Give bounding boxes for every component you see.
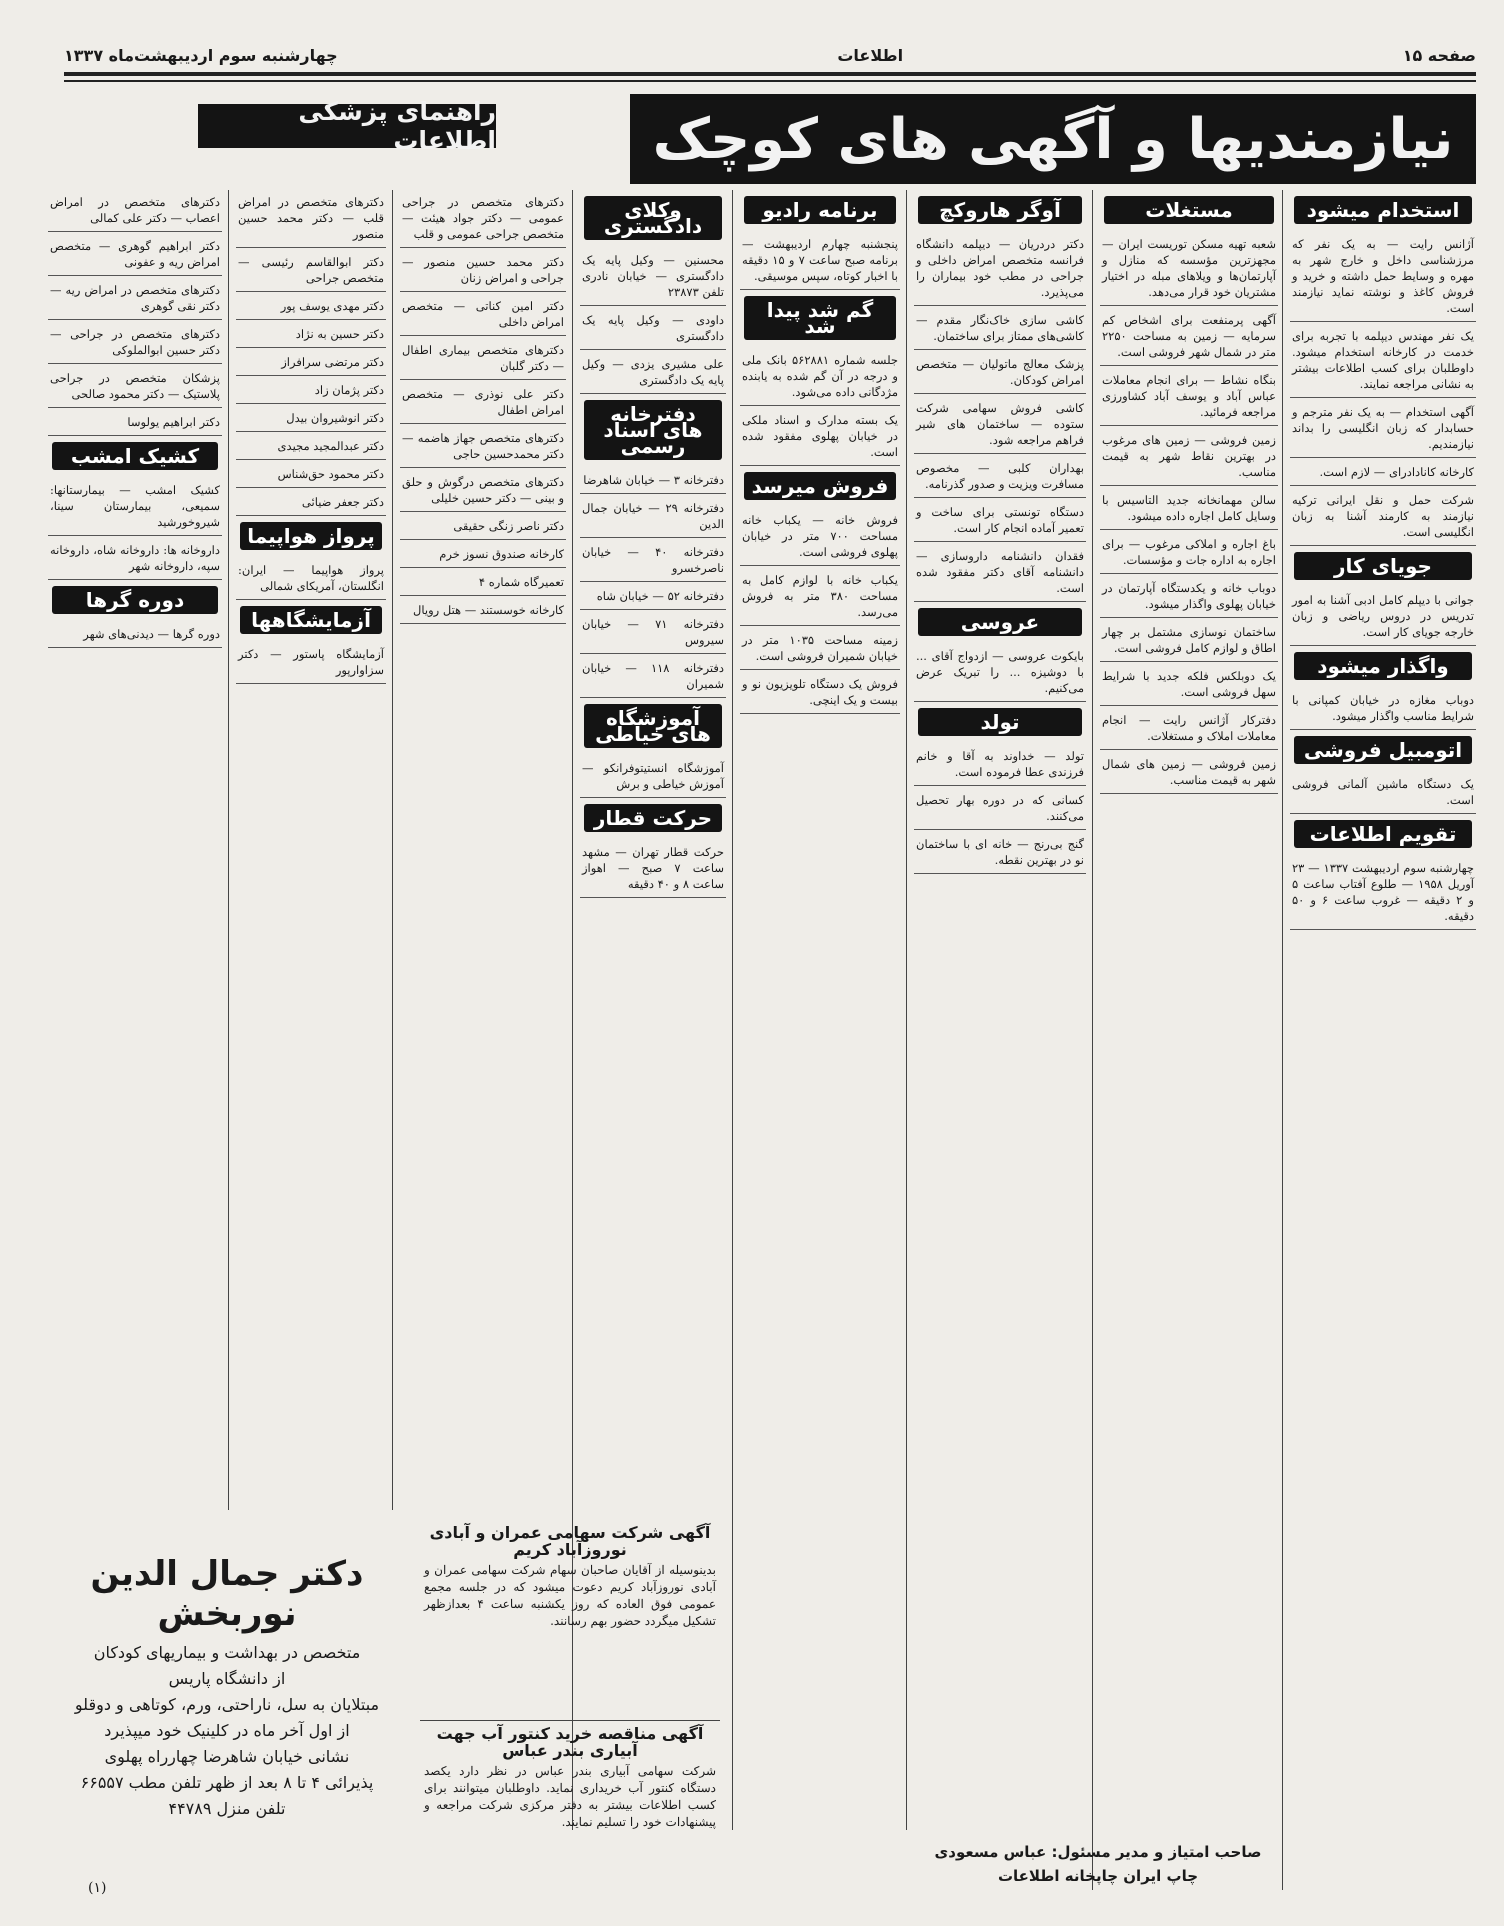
ad-item: دفترکار آژانس رایت — انجام معاملات املاک و مستغلات. (1100, 708, 1278, 750)
ad-item: دکتر علی نوذری — متخصص امراض اطفال (400, 382, 566, 424)
column-divider (906, 190, 907, 1830)
doctor-name: دکتر جمال الدین نوربخش (90, 1554, 364, 1634)
column-1 (1290, 190, 1476, 1890)
ad-item: دکتر پژمان زاد (236, 378, 386, 404)
ad-item: جلسه شماره ۵۶۲۸۸۱ بانک ملی و درجه در آن گم شده به یابنده مژدگانی داده می‌شود. (740, 348, 900, 406)
ad-item: باغ اجاره و املاکی مرغوب — برای اجاره به اداره جات و مؤسسات. (1100, 532, 1278, 574)
section-heading: وکلای دادگستری (584, 196, 722, 240)
section-heading: دفترخانه های اسناد رسمی (584, 400, 722, 460)
column-3 (914, 190, 1086, 1830)
column-8 (48, 190, 222, 1510)
ad-item: آگهی پرمنفعت برای اشخاص کم سرمایه — زمین به مساحت ۲۲۵۰ متر در شمال شهر فروشی است. (1100, 308, 1278, 366)
ad-item: بایکوت عروسی — ازدواج آقای ... با دوشیزه ... را تبریک عرض می‌کنیم. (914, 644, 1086, 702)
section-heading: مستغلات (1104, 196, 1274, 224)
ad-item: کارخانه کانادادرای — لازم است. (1290, 460, 1476, 486)
ad-item: شرکت حمل و نقل ایرانی ترکیه نیازمند به کارمند آشنا به زبان انگلیسی است. (1290, 488, 1476, 546)
section-heading: فروش میرسد (744, 472, 896, 500)
ad-item: جوانی با دیپلم کامل ادبی آشنا به امور تدریس در دروس ریاضی و زبان خارجه جویای کار است. (1290, 588, 1476, 646)
doctor-line: متخصص در بهداشت و بیماریهای کودکان (93, 1643, 361, 1662)
ad-item: زمینه مساحت ۱۰۳۵ متر در خیابان شمیران فروشی است. (740, 628, 900, 670)
ad-item: دوباب مغازه در خیابان کمپانی با شرایط مناسب واگذار میشود. (1290, 688, 1476, 730)
section-heading: تولد (918, 708, 1082, 736)
ad-item: دکتر مهدی یوسف پور (236, 294, 386, 320)
ad-item: دکترهای متخصص در امراض اعصاب — دکتر علی کمالی (48, 190, 222, 232)
notice-title: آگهی شرکت سهامی عمران و آبادی نوروزآباد کریم (429, 1523, 711, 1559)
ad-item: دکتر جعفر ضیائی (236, 490, 386, 516)
ad-item: دکتر ابوالقاسم رئیسی — متخصص جراحی (236, 250, 386, 292)
ad-item: داروخانه ها: داروخانه شاه، داروخانه سپه، داروخانه شهر (48, 538, 222, 580)
ad-item: دکترهای متخصص در جراحی — دکتر حسین ابوالملوکی (48, 322, 222, 364)
ad-item: آموزشگاه انستیتوفرانکو — آموزش خیاطی و برش (580, 756, 726, 798)
ad-item: یک بسته مدارک و اسناد ملکی در خیابان پهلوی مفقود شده است. (740, 408, 900, 466)
column-divider (1092, 190, 1093, 1890)
section-heading: جویای کار (1294, 552, 1472, 580)
ad-item: آگهی استخدام — به یک نفر مترجم و حسابدار که زبان انگلیسی را بداند نیازمندیم. (1290, 400, 1476, 458)
section-heading: پرواز هواپیما (240, 522, 382, 550)
notice-body: بدینوسیله از آقایان صاحبان سهام شرکت سهامی عمران و آبادی نوروزآباد کریم دعوت میشود که در جلسه مجمع عمومی فوق العاده که روز یکشنبه ساعت ۴ بعدازظهر تشکیل میگردد حضور بهم رسانند. (424, 1563, 716, 1628)
ad-item: تعمیرگاه شماره ۴ (400, 570, 566, 596)
notice-body: شرکت سهامی آبیاری بندر عباس در نظر دارد یکصد دستگاه کنتور آب خریداری نماید. داوطلبان میتوانند برای کسب اطلاعات بیشتر به دفتر مرکزی شرکت مراجعه و پیشنهادات خود را تسلیم نمایند. (424, 1764, 716, 1829)
ad-item: کسانی که در دوره بهار تحصیل می‌کنند. (914, 788, 1086, 830)
section-heading: کشیک امشب (52, 442, 218, 470)
column-6 (400, 190, 566, 1510)
paper-name: اطلاعات (837, 45, 904, 65)
ad-item: بهداران کلبی — مخصوص مسافرت ویزیت و صدور گذرنامه. (914, 456, 1086, 498)
ad-item: دکترهای متخصص درگوش و حلق و بینی — دکتر حسین خلیلی (400, 470, 566, 512)
ad-item: دکتر ابراهیم یولوسا (48, 410, 222, 436)
notice-title: آگهی مناقصه خرید کنتور آب جهت آبیاری بندر عباس (436, 1724, 704, 1760)
ad-item: آژانس رایت — به یک نفر که مرزشناسی داخل و خارج شهر به مهره و وسایط حمل داشته و خرید و فروش کاغذ و نوشته نماید نیازمند است. (1290, 232, 1476, 322)
ad-item: یک دستگاه ماشین آلمانی فروشی است. (1290, 772, 1476, 814)
section-heading: حرکت قطار (584, 804, 722, 832)
ad-item: دکتر محمود حق‌شناس (236, 462, 386, 488)
column-divider (228, 190, 229, 1510)
ad-item: کشیک امشب — بیمارستانها: سمیعی، بیمارستان سینا، شیروخورشید (48, 478, 222, 536)
ad-item: دکترهای متخصص بیماری اطفال — دکتر گلبان (400, 338, 566, 380)
ad-item: کاشی سازی خاک‌نگار مقدم — کاشی‌های ممتاز برای ساختمان. (914, 308, 1086, 350)
ad-item: تولد — خداوند به آقا و خانم فرزندی عطا فرموده است. (914, 744, 1086, 786)
section-heading: اتومبیل فروشی (1294, 736, 1472, 764)
ad-item: دفترخانه ۱۱۸ — خیابان شمیران (580, 656, 726, 698)
header-rule-thin (64, 80, 1476, 82)
section-heading: گم شد پیدا شد (744, 296, 896, 340)
ad-item: دکتر امین کناتی — متخصص امراض داخلی (400, 294, 566, 336)
ad-item: سالن مهمانخانه جدید التاسیس با وسایل کامل اجاره داده میشود. (1100, 488, 1278, 530)
ad-item: پزشک معالج ماتولیان — متخصص امراض کودکان. (914, 352, 1086, 394)
section-heading: استخدام میشود (1294, 196, 1472, 224)
ad-item: دفترخانه ۷۱ — خیابان سیروس (580, 612, 726, 654)
ad-item: دفترخانه ۳ — خیابان شاهرضا (580, 468, 726, 494)
doctor-line: تلفن منزل ۴۴۷۸۹ (168, 1799, 286, 1818)
ad-item: علی مشیری یزدی — وکیل پایه یک دادگستری (580, 352, 726, 394)
ad-item: زمین فروشی — زمین های مرغوب در بهترین نقاط شهر به قیمت مناسب. (1100, 428, 1278, 486)
publisher-line: صاحب امتیاز و مدیر مسئول: عباس مسعودی (934, 1843, 1262, 1861)
ad-item: دستگاه تونستی برای ساخت و تعمیر آماده انجام کار است. (914, 500, 1086, 542)
ad-item: چهارشنبه سوم اردیبهشت ۱۳۳۷ — ۲۳ آوریل ۱۹۵۸ — طلوع آفتاب ساعت ۵ و ۲ دقیقه — غروب ساعت ۶ و ۵۰ دقیقه. (1290, 856, 1476, 930)
ad-item: یک نفر مهندس دیپلمه با تجربه برای خدمت در کارخانه استخدام میشود. داوطلبان برای کسب اطلاعات بیشتر به نشانی مراجعه نمایند. (1290, 324, 1476, 398)
ad-item: ساختمان نوسازی مشتمل بر چهار اطاق و لوازم کامل فروشی است. (1100, 620, 1278, 662)
ad-item: دکترهای متخصص در امراض قلب — دکتر محمد حسین منصور (236, 190, 386, 248)
page-marker: (۱) (88, 1880, 107, 1896)
ad-item: پرواز هواپیما — ایران: انگلستان، آمریکای شمالی (236, 558, 386, 600)
doctor-line: پذیرائی ۴ تا ۸ بعد از ظهر تلفن مطب ۶۶۵۵۷ (80, 1773, 374, 1792)
doctor-advertisement (36, 1542, 418, 1847)
ad-item: گنج بی‌رنج — خانه ای با ساختمان نو در بهترین نقطه. (914, 832, 1086, 874)
ad-item: دوره گرها — دیدنی‌های شهر (48, 622, 222, 648)
section-heading: برنامه رادیو (744, 196, 896, 224)
ad-item: زمین فروشی — زمین های شمال شهر به قیمت مناسب. (1100, 752, 1278, 794)
ad-item: دکترهای متخصص در امراض ریه — دکتر نقی گوهری (48, 278, 222, 320)
column-divider (392, 190, 393, 1510)
ad-item: محسنین — وکیل پایه یک دادگستری — خیابان نادری تلفن ۲۳۸۷۳ (580, 248, 726, 306)
ad-item: دکتر مرتضی سرافراز (236, 350, 386, 376)
ad-item: دکتر عبدالمجید مجیدی (236, 434, 386, 460)
ad-item: دکتر محمد حسین منصور — جراحی و امراض زنان (400, 250, 566, 292)
classifieds-banner: نیازمندیها و آگهی های کوچک (630, 94, 1476, 184)
ad-item: فروش خانه — یکباب خانه مساحت ۷۰۰ متر در خیابان پهلوی فروشی است. (740, 508, 900, 566)
imprint (928, 1840, 1268, 1900)
ad-item: دفترخانه ۲۹ — خیابان جمال الدین (580, 496, 726, 538)
ad-item: دفترخانه ۴۰ — خیابان ناصرخسرو (580, 540, 726, 582)
ad-item: کارخانه خوسستند — هتل رویال (400, 598, 566, 624)
section-heading: واگذار میشود (1294, 652, 1472, 680)
header-rule (64, 72, 1476, 76)
ad-item: دکتر حسین به نژاد (236, 322, 386, 348)
doctor-line: نشانی خیابان شاهرضا چهارراه پهلوی (104, 1747, 350, 1766)
ad-item: کاشی فروش سهامی شرکت ستوده — ساختمان های شیر فراهم مراجعه شود. (914, 396, 1086, 454)
ad-item: دکتر ابراهیم گوهری — متخصص امراض ریه و عفونی (48, 234, 222, 276)
ad-item: دکتر دردریان — دیپلمه دانشگاه فرانسه متخصص امراض داخلی و جراحی در مطب خود بیماران را می‌پذیرد. (914, 232, 1086, 306)
column-2 (1100, 190, 1278, 1890)
company-notice (420, 1520, 720, 1710)
section-heading: آوگر هاروکچ (918, 196, 1082, 224)
ad-item: فروش یک دستگاه تلویزیون نو و بیست و یک اینچی. (740, 672, 900, 714)
column-7 (236, 190, 386, 1510)
page-header (64, 40, 1476, 70)
ad-item: شعبه تهیه مسکن توریست ایران — مجهزترین مؤسسه که منازل و آپارتمان‌ها و ویلاهای مبله در اختیار مشتریان خود قرار می‌دهد. (1100, 232, 1278, 306)
issue-date: چهارشنبه سوم اردیبهشت‌ماه ۱۳۳۷ (64, 45, 338, 65)
ad-item: کارخانه صندوق نسوز خرم (400, 542, 566, 568)
ad-item: دوباب خانه و یکدستگاه آپارتمان در خیابان پهلوی واگذار میشود. (1100, 576, 1278, 618)
doctor-line: مبتلایان به سل، ناراحتی، ورم، کوتاهی و دوقلو (74, 1695, 380, 1714)
ad-item: آزمایشگاه پاستور — دکتر سزاوارپور (236, 642, 386, 684)
ad-item: حرکت قطار تهران — مشهد ساعت ۷ صبح — اهواز ساعت ۸ و ۴۰ دقیقه (580, 840, 726, 898)
ad-item: داودی — وکیل پایه یک دادگستری (580, 308, 726, 350)
section-heading: عروسی (918, 608, 1082, 636)
ad-item: دکترهای متخصص در جراحی عمومی — دکتر جواد هیئت — متخصص جراحی عمومی و قلب (400, 190, 566, 248)
section-heading: تقویم اطلاعات (1294, 820, 1472, 848)
tender-notice (420, 1720, 720, 1890)
ad-item: فقدان دانشنامه داروسازی — دانشنامه آقای دکتر مفقود شده است. (914, 544, 1086, 602)
ad-item: پنجشنبه چهارم اردیبهشت — برنامه صبح ساعت ۷ و ۱۵ دقیقه با اخبار کوتاه، سپس موسیقی. (740, 232, 900, 290)
column-4 (740, 190, 900, 1830)
ad-item: یکباب خانه با لوازم کامل به مساحت ۳۸۰ متر به فروش می‌رسد. (740, 568, 900, 626)
doctor-line: از اول آخر ماه در کلینیک خود میپذیرد (104, 1721, 350, 1740)
section-heading: آموزشگاه های خیاطی (584, 704, 722, 748)
ad-item: یک دوبلکس فلکه جدید با شرایط سهل فروشی است. (1100, 664, 1278, 706)
ad-item: دکترهای متخصص جهاز هاضمه — دکتر محمدحسین حاجی (400, 426, 566, 468)
page-number: صفحه ۱۵ (1402, 45, 1476, 65)
ad-item: دکتر ناصر زنگی حقیقی (400, 514, 566, 540)
doctor-line: از دانشگاه پاریس (168, 1669, 286, 1688)
ad-item: پزشکان متخصص در جراحی پلاستیک — دکتر محمود صالحی (48, 366, 222, 408)
column-divider (1282, 190, 1283, 1890)
ad-item: بنگاه نشاط — برای انجام معاملات عباس آباد و یوسف آباد کشاورزی مراجعه فرمائید. (1100, 368, 1278, 426)
ad-item: دکتر انوشیروان بیدل (236, 406, 386, 432)
section-heading: دوره گرها (52, 586, 218, 614)
printer-line: چاپ ایران چاپخانه اطلاعات (997, 1867, 1199, 1885)
column-divider (732, 190, 733, 1830)
section-heading: آزمایشگاهها (240, 606, 382, 634)
ad-item: دفترخانه ۵۲ — خیابان شاه (580, 584, 726, 610)
medical-guide-banner: راهنمای پزشکی اطلاعات (198, 104, 496, 148)
